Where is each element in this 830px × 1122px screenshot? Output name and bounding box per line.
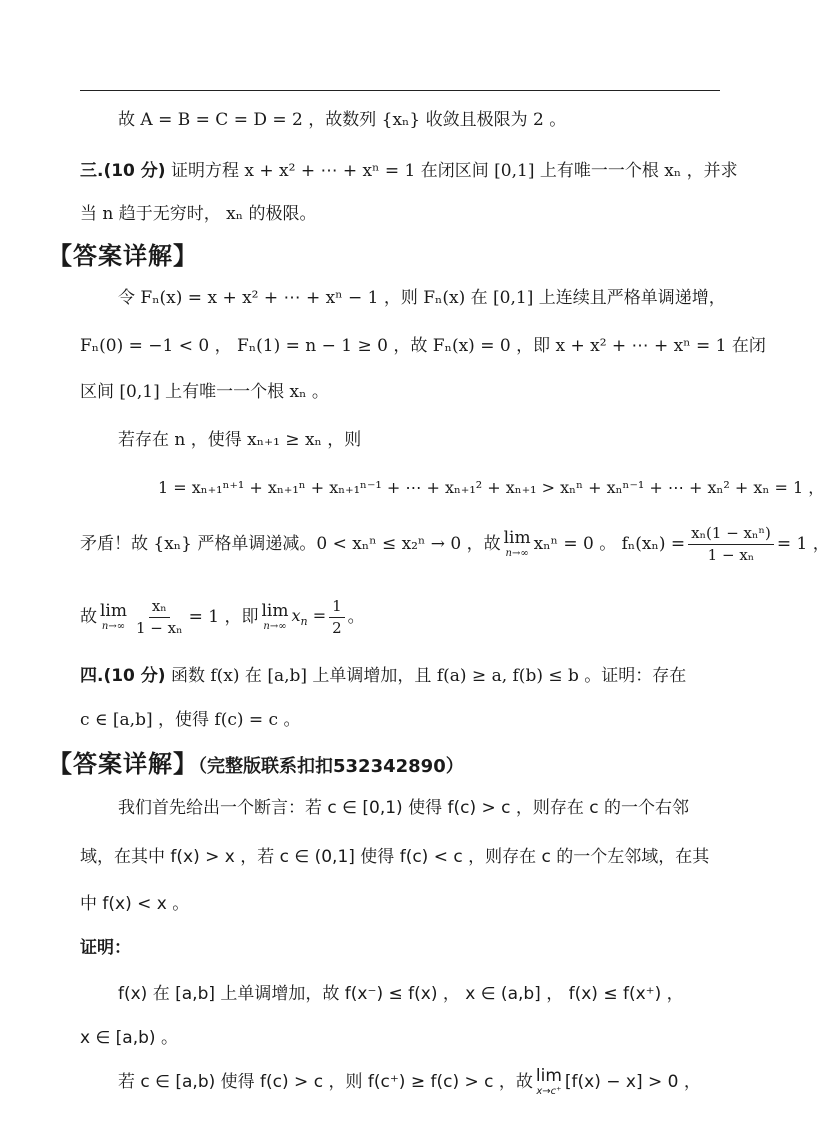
question-4-line-1: 函数 f(x) 在 [a,b] 上单调增加，且 f(a) ≥ a, f(b) ≤ b 。证明：存在	[170, 666, 687, 686]
question-3-line-1: 证明方程 x + x² + ⋯ + xⁿ = 1 在闭区间 [0,1] 上有唯一一个根 xₙ ，并求	[170, 161, 738, 181]
answer-heading-2	[48, 752, 464, 776]
limit-word-4: lim	[535, 1066, 562, 1086]
limit-subscript-3: n→∞	[263, 620, 287, 632]
fraction-ratio-denominator: 1 − xₙ	[136, 618, 183, 637]
text-line-limit-result: 故 A = B = C = D = 2 ，故数列 {xₙ} 收敛且极限为 2 。	[118, 110, 567, 130]
fraction-fn	[688, 525, 774, 563]
answer-4-line-2: 域，在其中 f(x) > x ，若 c ∈ (0,1] 使得 f(c) < c ，则存在 c 的一个左邻域，在其	[80, 847, 710, 867]
limit-word: lim	[503, 527, 531, 548]
limit-expression-2	[100, 600, 127, 632]
answer-3-line-5-part-a: 矛盾！故 {xₙ} 严格单调递减。0 < xₙⁿ ≤ x₂ⁿ → 0 ，故	[80, 533, 501, 554]
fraction-half	[329, 598, 345, 636]
limit-subscript-4: x→c⁺	[536, 1086, 562, 1097]
answer-heading-2-title: 【答案详解】	[48, 750, 198, 778]
answer-3-line-6-part-b: = 1 ，即	[188, 606, 259, 627]
answer-3-line-6: 故 lim n→∞ $\frac{\text{xₙ}}{\text{1 − xₙ}}$ = 1 ，即 lim n→∞ $x_n$ = $\frac{1}{2}$ 。	[80, 597, 365, 637]
limit-expression-4	[536, 1068, 562, 1097]
limit-word-2: lim	[100, 600, 127, 621]
answer-3-line-6-part-a: 故	[80, 606, 97, 627]
answer-4-line-3: 中 f(x) < x 。	[80, 894, 190, 914]
fraction-half-denominator: 2	[332, 618, 342, 637]
fraction-ratio	[133, 598, 186, 636]
header-rule	[80, 90, 720, 91]
answer-3-equation: 1 = xₙ₊₁ⁿ⁺¹ + xₙ₊₁ⁿ + xₙ₊₁ⁿ⁻¹ + ⋯ + xₙ₊₁² + xₙ₊₁ > xₙⁿ + xₙⁿ⁻¹ + ⋯ + xₙ² + xₙ = 1 ，	[158, 478, 825, 497]
answer-3-line-5	[80, 525, 830, 563]
answer-4-line-5: x ∈ [a,b) 。	[80, 1028, 178, 1048]
question-4-label: 四.(10 分)	[80, 666, 166, 686]
limit-expression-3	[261, 600, 289, 632]
fraction-ratio-numerator: xₙ	[149, 598, 170, 618]
answer-3-line-3: 区间 [0,1] 上有唯一一个根 xₙ 。	[80, 382, 329, 402]
fraction-fn-numerator: xₙ(1 − xₙⁿ)	[688, 525, 774, 545]
answer-heading-2-contact: （完整版联系扣扣532342890）	[198, 756, 464, 777]
question-3	[80, 163, 738, 180]
answer-4-line-6-part-a: 若 c ∈ [a,b) 使得 f(c) > c ，则 f(c⁺) ≥ f(c) > c ，故	[118, 1072, 533, 1092]
answer-3-line-5-part-c: = 1 ，	[776, 533, 830, 554]
limit-subscript-2: n→∞	[101, 620, 126, 632]
answer-4-line-6-part-b: [f(x) − x] > 0 ，	[564, 1072, 701, 1092]
fraction-fn-denominator: 1 − xₙ	[707, 545, 755, 564]
answer-4-line-1: 我们首先给出一个断言：若 c ∈ [0,1) 使得 f(c) > c ，则存在 c 的一个右邻	[118, 798, 690, 818]
proof-label: 证明：	[80, 938, 131, 958]
answer-4-line-6	[118, 1068, 701, 1097]
question-3-line-2: 当 n 趋于无穷时， xₙ 的极限。	[80, 204, 317, 224]
limit-expression	[503, 527, 531, 559]
answer-3-line-6-part-c: 。	[347, 606, 365, 627]
answer-4-line-4: f(x) 在 [a,b] 上单调增加，故 f(x⁻) ≤ f(x) ， x ∈ (a,b] ， f(x) ≤ f(x⁺) ，	[118, 984, 684, 1004]
answer-3-line-4: 若存在 n ，使得 xₙ₊₁ ≥ xₙ ，则	[118, 430, 362, 450]
answer-3-line-1: 令 Fₙ(x) = x + x² + ⋯ + xⁿ − 1 ，则 Fₙ(x) 在 [0,1] 上连续且严格单调递增，	[118, 288, 726, 308]
answer-3-line-5-part-b: xₙⁿ = 0 。 fₙ(xₙ) =	[533, 533, 686, 554]
question-3-label: 三.(10 分)	[80, 161, 166, 181]
limit-word-3: lim	[261, 600, 289, 621]
question-4	[80, 668, 686, 685]
answer-heading: 【答案详解】	[48, 242, 198, 270]
fraction-half-numerator: 1	[329, 598, 345, 618]
question-4-line-2: c ∈ [a,b] ，使得 f(c) = c 。	[80, 710, 301, 730]
answer-3-line-2: Fₙ(0) = −1 < 0 ， Fₙ(1) = n − 1 ≥ 0 ，故 Fₙ(x) = 0 ，即 x + x² + ⋯ + xⁿ = 1 在闭	[80, 336, 766, 356]
limit-subscript: n→∞	[505, 547, 529, 559]
